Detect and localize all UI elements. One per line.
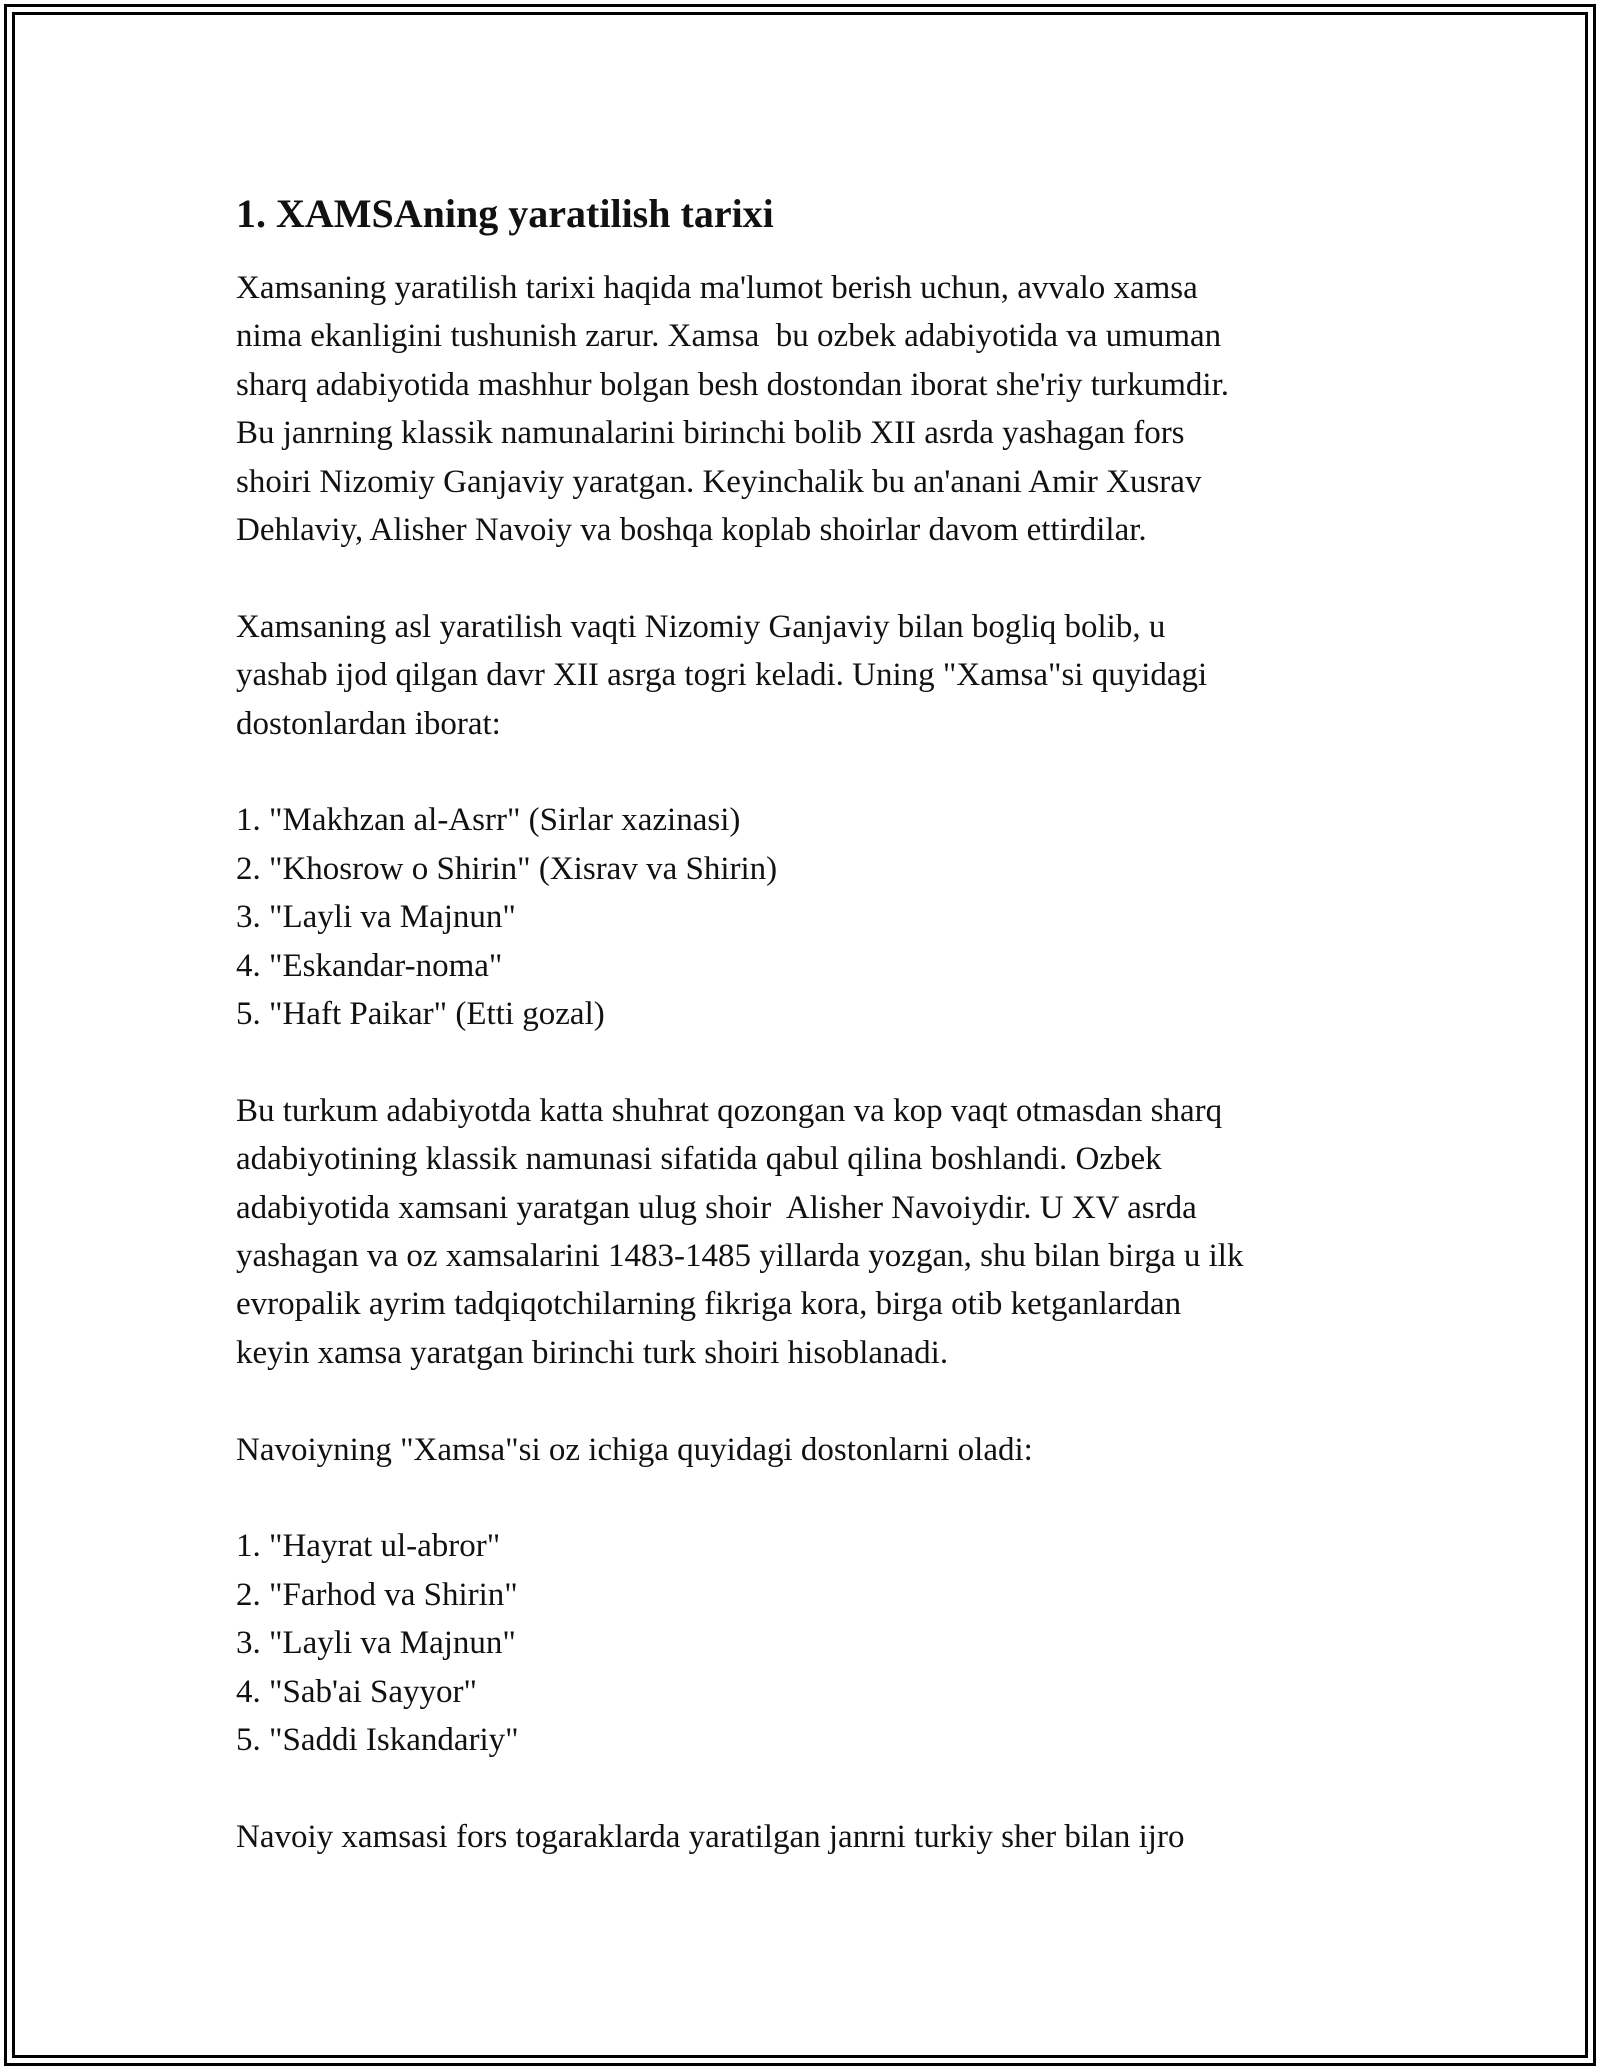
text-line: dostonlardan iborat: [236, 705, 501, 742]
list-item: 5. "Haft Paikar" (Etti gozal) [236, 996, 605, 1033]
text-line: adabiyotining klassik namunasi sifatida qabul qilina boshlandi. Ozbek [236, 1141, 1162, 1178]
list-item: 1. "Hayrat ul-abror" [236, 1528, 501, 1565]
paragraph-gap [236, 1377, 1416, 1425]
list-item: 2. "Farhod va Shirin" [236, 1576, 518, 1613]
paragraph-closing [236, 1813, 1416, 1861]
paragraph-intro [236, 264, 1416, 554]
text-line: sharq adabiyotida mashhur bolgan besh dostondan iborat she'riy turkumdir. [236, 366, 1230, 403]
text-line: Xamsaning asl yaratilish vaqti Nizomiy Ganjaviy bilan bogliq bolib, u [236, 608, 1166, 645]
section-heading: 1. XAMSAning yaratilish tarixi [236, 191, 774, 236]
paragraph-nizomiy [236, 603, 1416, 748]
list-item: 4. "Eskandar-noma" [236, 947, 503, 984]
text-line: adabiyotida xamsani yaratgan ulug shoir Alisher Navoiydir. U XV asrda [236, 1189, 1197, 1226]
text-line: Xamsaning yaratilish tarixi haqida ma'lumot berish uchun, avvalo xamsa [236, 270, 1198, 306]
text-line: Navoiyning "Xamsa"si oz ichiga quyidagi dostonlarni oladi: [236, 1431, 1033, 1468]
text-line: keyin xamsa yaratgan birinchi turk shoiri hisoblanadi. [236, 1334, 949, 1371]
list-item: 3. "Layli va Majnun" [236, 1625, 516, 1662]
paragraph-gap [236, 1765, 1416, 1813]
paragraph-navoiy [236, 1087, 1416, 1377]
paragraph-gap [236, 1474, 1416, 1522]
paragraph-gap [236, 1038, 1416, 1086]
paragraph-gap [236, 748, 1416, 796]
navoiy-dostonlar-list [236, 1522, 1416, 1764]
text-line: Bu janrning klassik namunalarini birinchi bolib XII asrda yashagan fors [236, 415, 1185, 452]
text-line: yashagan va oz xamsalarini 1483-1485 yillarda yozgan, shu bilan birga u ilk [236, 1238, 1244, 1275]
paragraph-navoiy-list-intro [236, 1426, 1416, 1474]
text-line: Navoiy xamsasi fors togaraklarda yaratilgan janrni turkiy sher bilan ijro [236, 1818, 1185, 1855]
list-item: 5. "Saddi Iskandariy" [236, 1722, 519, 1759]
list-item: 2. "Khosrow o Shirin" (Xisrav va Shirin) [236, 850, 778, 887]
text-line: Bu turkum adabiyotda katta shuhrat qozongan va kop vaqt otmasdan sharq [236, 1092, 1223, 1129]
list-item: 4. "Sab'ai Sayyor" [236, 1673, 477, 1710]
paragraph-gap [236, 554, 1416, 602]
text-line: Dehlaviy, Alisher Navoiy va boshqa koplab shoirlar davom ettirdilar. [236, 512, 1147, 549]
list-item: 3. "Layli va Majnun" [236, 899, 516, 936]
text-line: nima ekanligini tushunish zarur. Xamsa bu ozbek adabiyotida va umuman [236, 318, 1222, 355]
document-content [236, 186, 1416, 1861]
list-item: 1. "Makhzan al-Asrr" (Sirlar xazinasi) [236, 802, 741, 839]
nizomiy-dostonlar-list [236, 796, 1416, 1038]
text-line: shoiri Nizomiy Ganjaviy yaratgan. Keyinchalik bu an'anani Amir Xusrav [236, 463, 1202, 500]
text-line: evropalik ayrim tadqiqotchilarning fikriga kora, birga otib ketganlardan [236, 1286, 1182, 1323]
text-line: yashab ijod qilgan davr XII asrga togri keladi. Uning "Xamsa"si quyidagi [236, 657, 1208, 694]
